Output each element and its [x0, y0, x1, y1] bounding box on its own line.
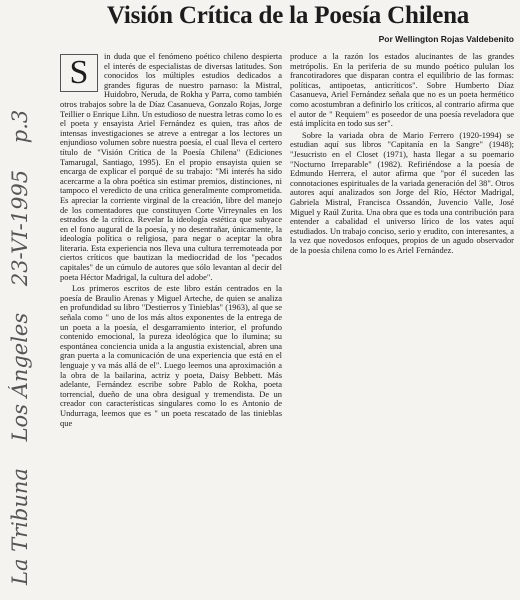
handwritten-newspaper: La Tribuna [8, 468, 32, 585]
byline: Por Wellington Rojas Valdebenito [378, 34, 514, 44]
handwritten-annotation [8, 25, 42, 585]
handwritten-page: p.3 [8, 109, 32, 144]
paragraph: in duda que el fenómeno poético chileno despierta el interés de especialistas de diversas latitudes. Son conocidos los múltiples estudios dedicados a grandes figuras de nuestro parnaso: la Mistral, Huidobro, Neruda, de Rokha y Parra, como también otros trabajos sobre la de Díaz Casanueva, Gonzalo Rojas, Jorge Teillier o Enrique Lihn. Un estudioso de nuestra letras como lo es el poeta y ensayista Ariel Fernández es quien, tras años de intensas investigaciones se atreve a entregar a los lectores un enjundioso volumen sobre nuestra poesía, el cual lleva el certero título de "Visión Crítica de la Poesía Chilena" (Ediciones Tamarugal, Santiago, 1995). En el propio ensayista quien se encarga de explicar el porqué de su trabajo: "Mi interés ha sido acercarme a la obra poética sin estimar premios, distinciones, ni tampoco el veredicto de una crítica generalmente comprometida. Es apreciar la corriente virginal de la creación, libre del manejo de los comentadores que constituyen Corte Virreynales en los estrados de la crítica. Revelar la ideología estética que subyace en el fono augural de la poesía, y no desentrañar, únicamente, la ideología política o religiosa, para negar o aceptar la obra literaria. Esta experiencia nos lleva una cultura terremoteada por ciertos críticos que bautizan la mediocridad de los "pecados capitales" de un cúmulo de autores que sólo levantan al decir del poeta Héctor Madrigal, la cultura del adobe". [60, 51, 282, 282]
paragraph: Sobre la variada obra de Mario Ferrero (1920-1994) se estudian aquí sus libros "Capitanía en la Sangre" (1948); "Jesucristo en el Closet (1971), hasta llegar a su poemario "Nocturno Irreparable" (1982). Refiriéndose a la poesía de Edmundo Herrera, el autor afirma que "por él suceden las connotaciones espirituales de la variada generación del 38". Otros autores aquí analizados son Jorge del Río, Héctor Madrigal, Gabriela Mistral, Francisca Ossandón, Juvencio Valle, José Miguel y Raúl Zurita. Una obra que es toda una contribución para entender a cabalidad el universo lírico de los vates aquí estudiados. Un trabajo conciso, serio y erudito, con interesantes, a la vez que novedosos enfoques, propios de un agudo observador de la poesía chilena como lo es Ariel Fernández. [290, 129, 514, 255]
paragraph: Los primeros escritos de este libro están centrados en la poesía de Braulio Arenas y Miguel Arteche, de quien se analiza en profundidad su libro "Destierros y Tinieblas" (1963), al que se señala como " uno de los más altos exponentes de la entrega de un poeta a la poesía, el desgarramiento interior, el profundo contenido emocional, la pureza ideológica que lo ilumina; su espontánea conciencia unida a la angustia existencial, abren una gran puerta a la comunicación de una experiencia que está en el lenguaje y va más allá de el". Luego leemos una aproximación a la obra de la bailarina, actriz y poeta, Daisy Bebbett. Más adelante, Fernández escribe sobre Pablo de Rokha, poeta torrencial, dueño de una obra desigual y tremendista. De un creador con características singulares como lo es Antonio de Undurraga, leemos que es " un poeta rescatado de las tinieblas que [60, 283, 282, 428]
handwritten-date: 23-VI-1995 [8, 169, 32, 287]
paragraph: produce a la razón los estados alucinantes de las grandes metrópolis. En la periferia de su mundo poético pululan los francotiradores que disparan contra el equilibrio de las formas: políticas, antipoetas, anticríticos". Sobre Humberto Díaz Casanueva, Ariel Fernández señala que no es un poeta hermético como acostumbran a definirlo los críticos, al contrario afirma que el autor de " Requiem" es poseedor de una poesía reveladora que está implícita en todo sus ser". [290, 51, 514, 129]
headline: Visión Crítica de la Poesía Chilena [106, 2, 470, 29]
article-column-right [290, 52, 514, 255]
article-column-left [60, 52, 282, 428]
handwritten-city: Los Ángeles [8, 312, 32, 442]
drop-cap: S [60, 54, 98, 92]
